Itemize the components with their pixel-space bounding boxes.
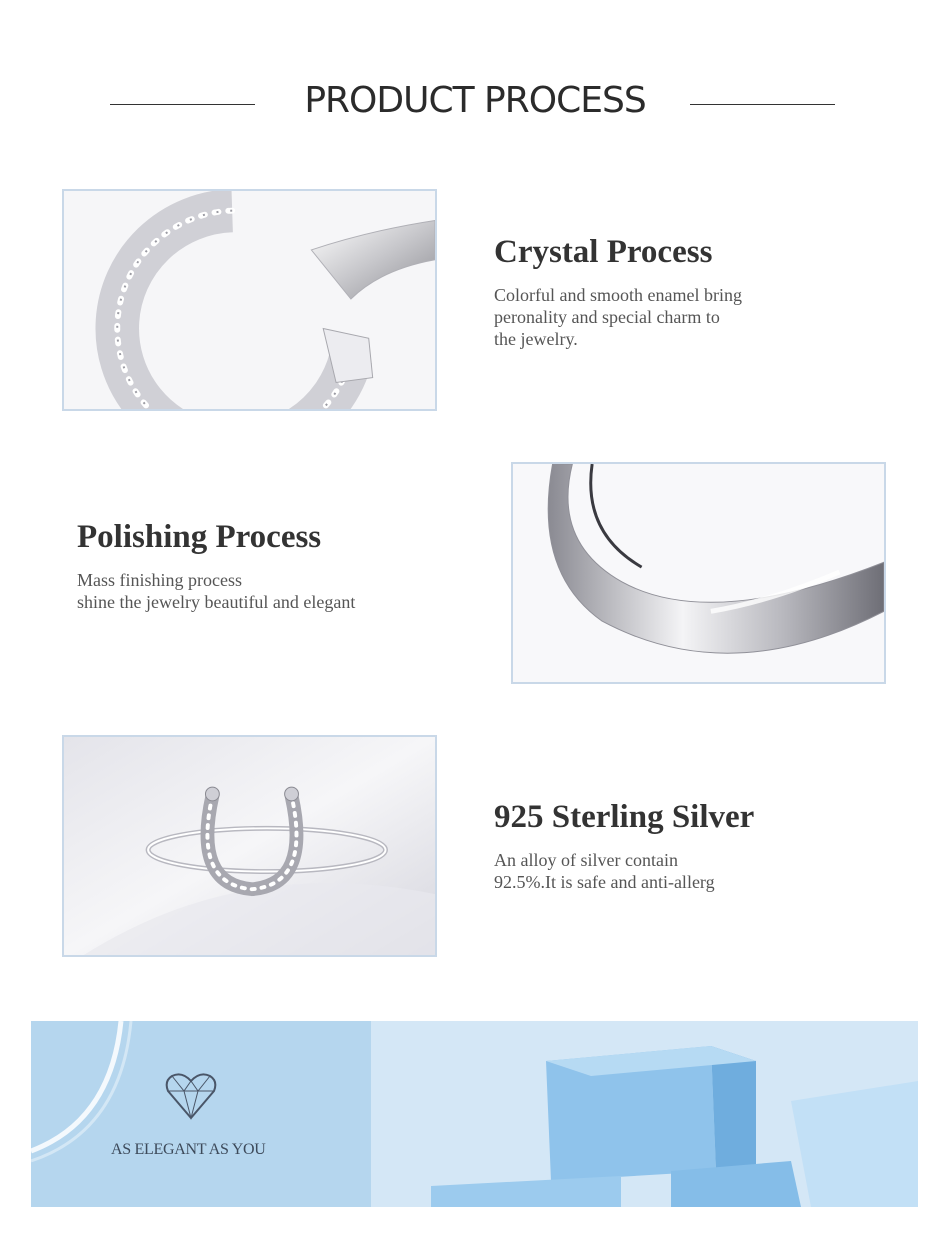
crystal-process-heading: Crystal Process	[494, 234, 713, 270]
crystal-process-text	[494, 234, 894, 350]
banner-left-panel	[31, 1021, 371, 1207]
crystal-process-description: Colorful and smooth enamel bring peronality and special charm to the jewelry.	[494, 285, 742, 350]
brand-banner	[31, 1021, 918, 1207]
horseshoe-ring-icon	[64, 737, 435, 955]
ring-crystal-closeup-icon	[64, 191, 435, 409]
polishing-process-image	[511, 462, 886, 684]
sterling-silver-heading: 925 Sterling Silver	[494, 799, 755, 835]
polishing-process-description: Mass finishing process shine the jewelry beautiful and elegant	[77, 570, 356, 613]
crystal-process-image	[62, 189, 437, 411]
heart-diamond-icon	[164, 1071, 218, 1121]
header-divider-right	[690, 104, 835, 105]
polishing-process-text	[77, 519, 497, 613]
polishing-process-heading: Polishing Process	[77, 519, 322, 555]
ring-polished-band-closeup-icon	[513, 464, 884, 682]
cube-blocks-decoration-icon	[371, 1021, 918, 1207]
sterling-silver-description: An alloy of silver contain 92.5%.It is safe and anti-allerg	[494, 850, 715, 893]
sterling-silver-image	[62, 735, 437, 957]
page-title: PRODUCT PROCESS	[304, 80, 646, 121]
banner-right-panel	[371, 1021, 918, 1207]
sterling-silver-text	[494, 799, 894, 893]
banner-slogan: AS ELEGANT AS YOU	[111, 1141, 266, 1158]
